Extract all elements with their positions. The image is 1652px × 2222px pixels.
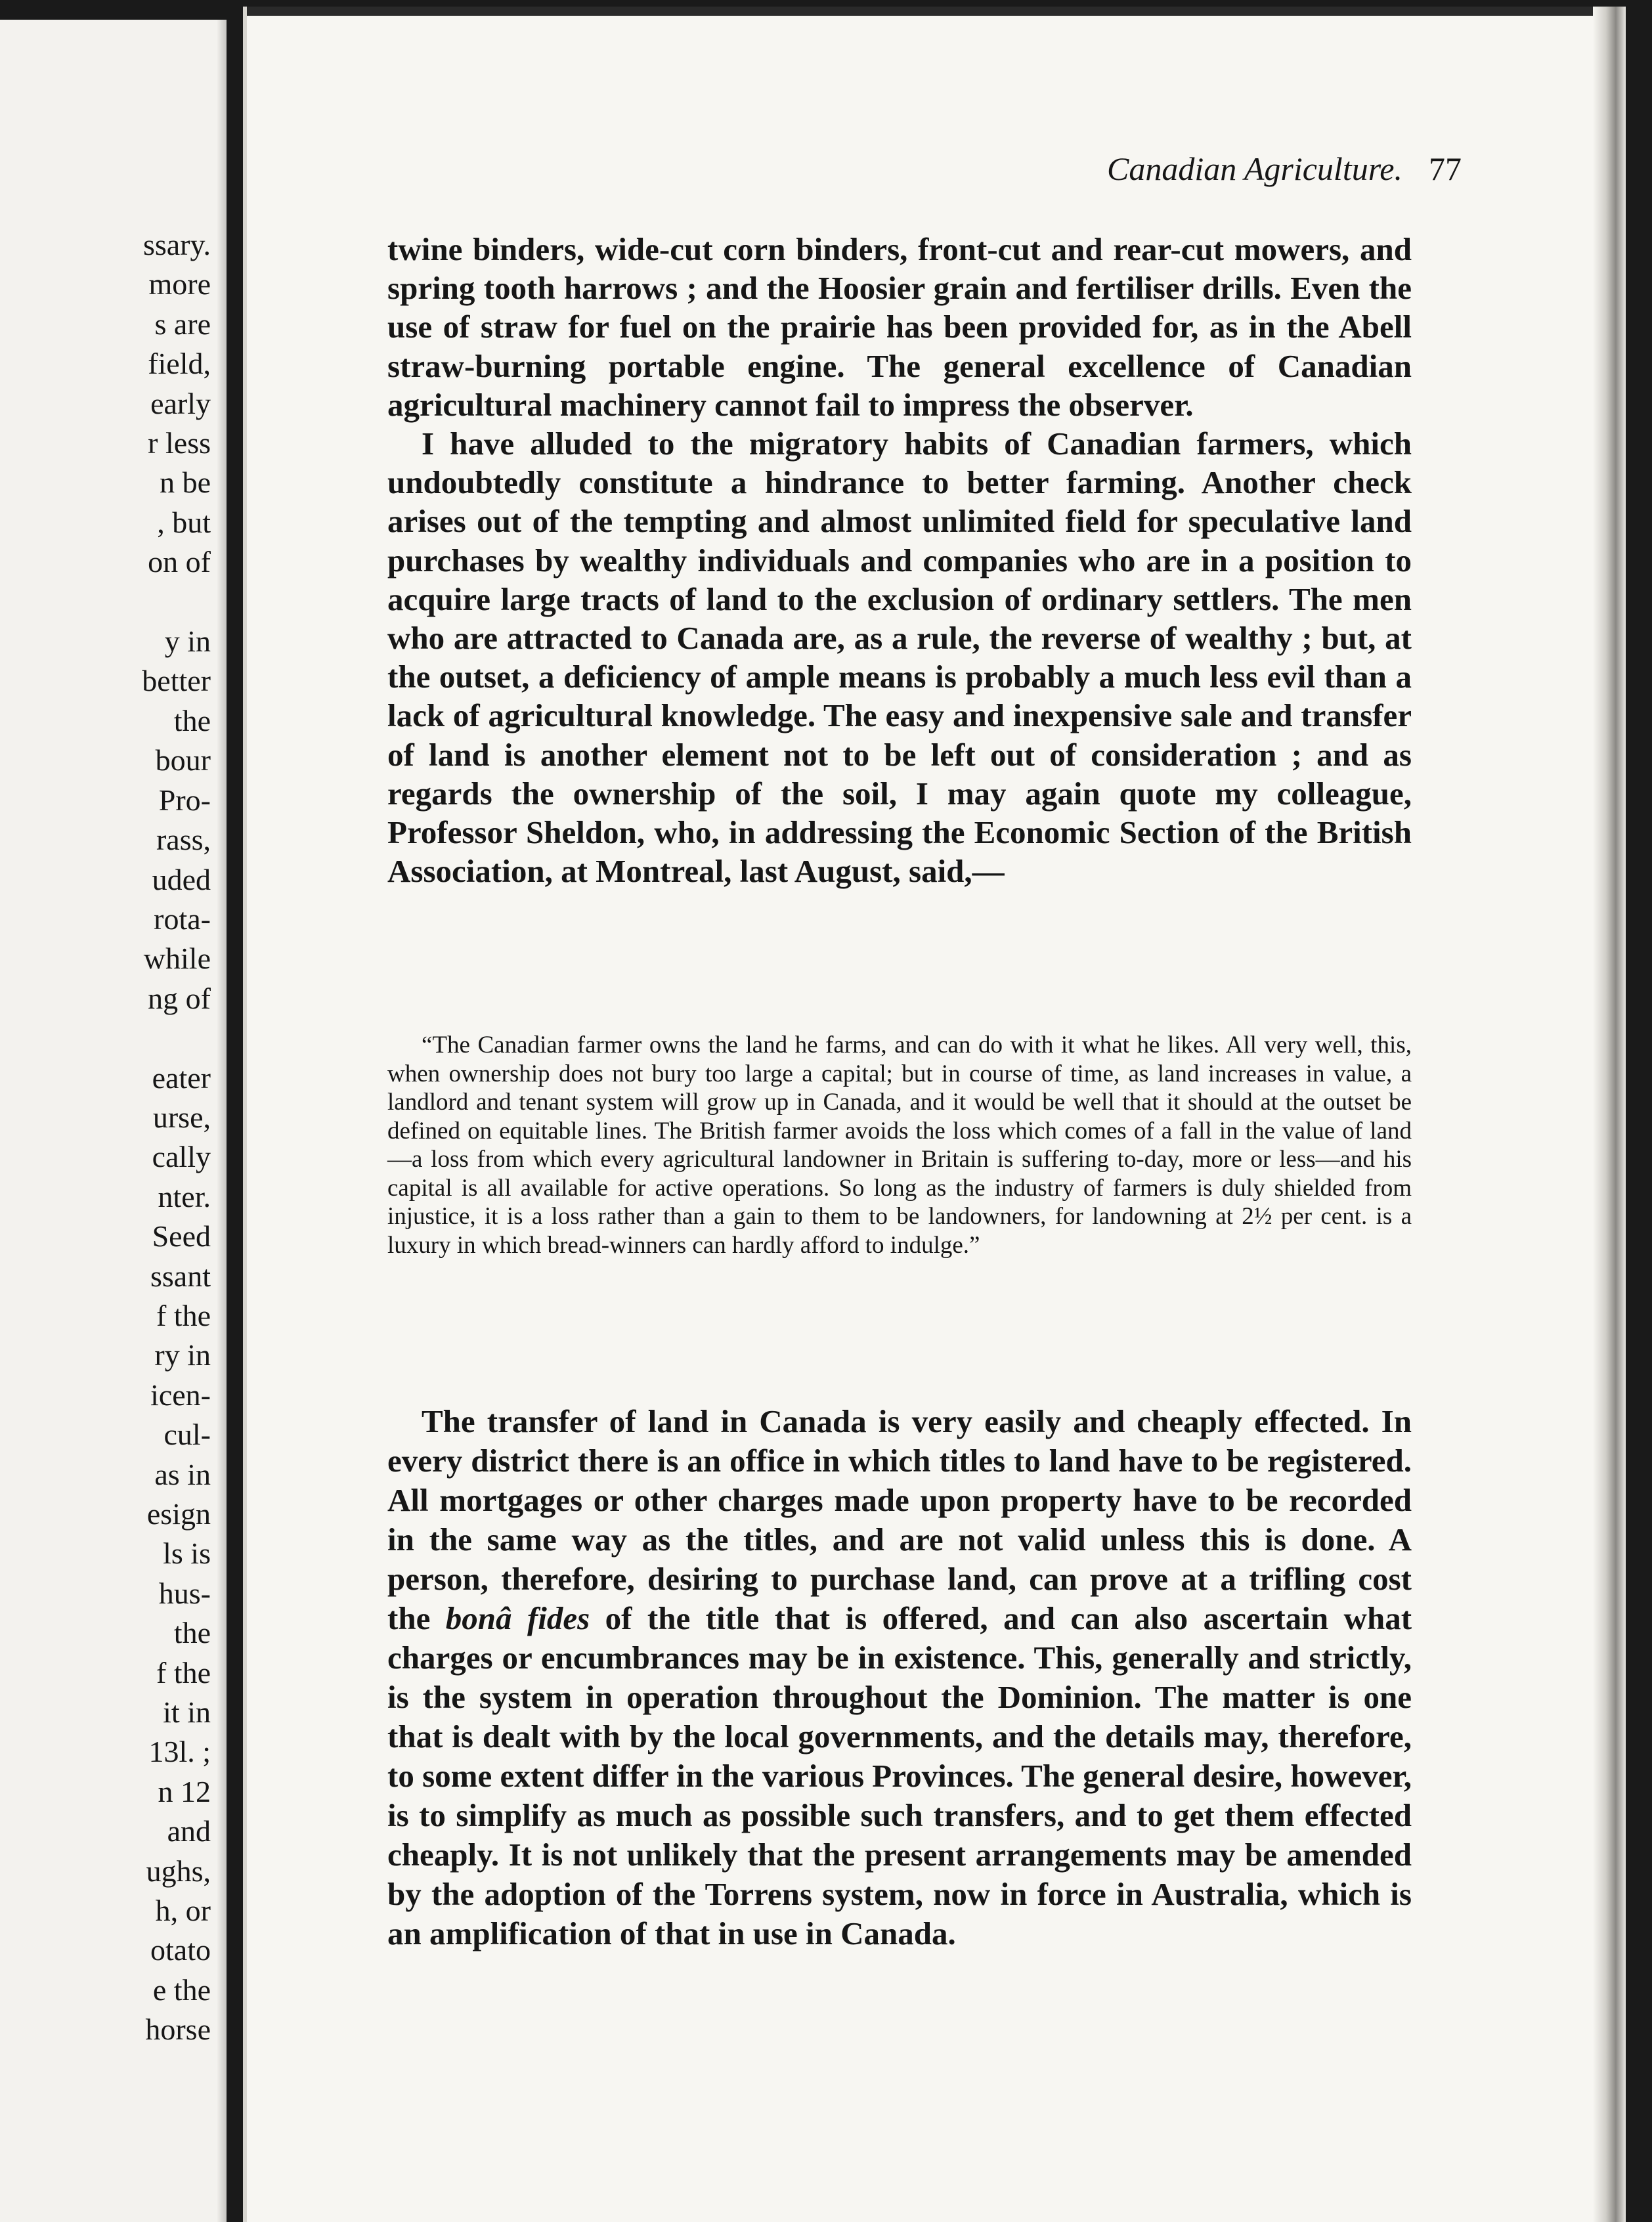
left-page-line: rass,	[156, 823, 211, 857]
left-page-line: as in	[154, 1457, 211, 1491]
left-page-line: Pro-	[158, 783, 211, 817]
page-edge	[1593, 7, 1626, 2222]
paragraph-3	[387, 1402, 1412, 1953]
left-page-line: ry in	[154, 1338, 211, 1372]
left-page-line: rota-	[154, 902, 211, 936]
paragraph-3-italic: bonâ fides	[445, 1600, 590, 1636]
left-page-line: and	[167, 1814, 211, 1848]
left-page-line: field,	[148, 347, 211, 381]
left-page-line: hus-	[158, 1576, 211, 1610]
left-page-line: n 12	[158, 1774, 211, 1808]
left-page-line: early	[150, 386, 211, 420]
left-page-line	[142, 582, 211, 622]
left-page-line: ssant	[150, 1259, 211, 1293]
paragraph-2: I have alluded to the migratory habits of Canadian farmers, which undoubtedly constitute a hindrance to better farming. Another check arises out of the tempting and almost unlimited field for speculative land purchases by wealthy individuals and companies who are in a position to acquire large tracts of land to the exclusion of ordinary settlers. The men who are attracted to Canada are, as a rule, the reverse of wealthy ; but, at the outset, a deficiency of ample means is probably a much less evil than a lack of agricultural knowledge. The easy and inexpensive sale and transfer of land is another element not to be left out of consideration ; and as regards the ownership of the soil, I may again quote my colleague, Professor Sheldon, who, in addressing the Economic Section of the British Association, at Montreal, last August, said,—	[387, 425, 1412, 890]
left-page-line: otato	[150, 1933, 211, 1967]
main-text	[387, 230, 1412, 890]
left-page-line: urse,	[152, 1100, 211, 1134]
left-page-line: nter.	[158, 1179, 211, 1213]
left-page-line: it in	[163, 1695, 211, 1730]
right-page	[243, 7, 1626, 2222]
left-page-line: esign	[146, 1497, 211, 1531]
paragraph-1: twine binders, wide-cut corn binders, front-cut and rear-cut mowers, and spring tooth harrows ; and the Hoosier grain and fertiliser drills. Even the use of straw for fuel on the prairie has been provided for, as in the Abell straw-burning portable engine. The general excellence of Canadian agricultural machinery cannot fail to impress the observer.	[387, 231, 1412, 423]
left-page-line: y in	[164, 624, 211, 659]
left-page-line: ughs,	[146, 1854, 211, 1888]
left-page-line: ng of	[148, 981, 211, 1015]
left-page-line: better	[142, 664, 211, 698]
left-page-line: ssary.	[142, 228, 211, 261]
left-page-line: 13l. ;	[148, 1735, 211, 1769]
left-page-line: the	[173, 703, 211, 737]
left-page-line: cul-	[163, 1418, 211, 1452]
left-page-line: n be	[160, 466, 211, 500]
left-page-line: uded	[152, 862, 211, 896]
left-page-line: ls is	[163, 1536, 211, 1571]
left-page-line: s are	[154, 307, 211, 341]
left-page-line: on of	[148, 545, 211, 579]
left-page-line: f the	[156, 1655, 211, 1689]
gutter-shadow	[217, 20, 227, 2222]
running-title: Canadian Agriculture.	[1107, 150, 1402, 187]
paragraph-3-part-a: The transfer of land in Canada is very easily and cheaply effected. In every district there is an office in which titles to land have to be registered. All mortgages or other charges made upon property have to be recorded in the same way as the titles, and are not valid unless this is done. A person, therefore, desiring to purchase land, can prove at a trifling cost the	[387, 1403, 1412, 1636]
page-number: 77	[1429, 150, 1462, 187]
left-page-line	[142, 1018, 211, 1058]
left-page-line: while	[143, 942, 211, 976]
paragraph-3-part-b: of the title that is offered, and can also ascertain what charges or encumbrances may be in existence. This, generally and strictly, is the system in operation throughout the Dominion. The matter is one that is dealt with by the local governments, and the details may, therefore, to some extent differ in the various Provinces. The general desire, however, is to simplify as much as possible such transfers, and to get them effected cheaply. It is not unlikely that the present arrangements may be amended by the adoption of the Torrens system, now in force in Australia, which is an amplification of that in use in Canada.	[387, 1600, 1412, 1951]
left-page-line: , but	[157, 505, 211, 539]
left-page-text-column	[142, 225, 211, 2050]
page-top-edge	[247, 7, 1626, 16]
left-page-line: e the	[152, 1972, 211, 2007]
left-page-line: horse	[145, 2013, 211, 2047]
left-page-line: r less	[148, 426, 211, 460]
left-page	[0, 20, 227, 2222]
left-page-line: cally	[152, 1140, 211, 1174]
left-page-line: bour	[155, 743, 211, 777]
left-page-line: the	[173, 1616, 211, 1650]
left-page-line: eater	[152, 1060, 211, 1095]
left-page-line: f the	[156, 1298, 211, 1332]
left-page-line: more	[148, 267, 211, 301]
left-page-line: Seed	[152, 1219, 211, 1253]
block-quote: “The Canadian farmer owns the land he farms, and can do with it what he likes. All very well, this, when ownership does not bury too large a capital; but in course of time, as land increases in value, a landlord and tenant system will grow up in Canada, and it would be well that it should at the outset be defined on equitable lines. The British farmer avoids the loss which comes of a fall in the value of land—a loss from which every agricultural landowner in Britain is suffering to-day, more or less—and his capital is all available for active operations. So long as the industry of farmers is duly shielded from injustice, it is a loss rather than a gain to them to be landowners, for landowning at 2½ per cent. is a luxury in which bread-winners can hardly afford to indulge.”	[387, 1032, 1412, 1259]
left-page-line: h, or	[155, 1894, 211, 1928]
left-page-line: icen-	[150, 1378, 211, 1412]
